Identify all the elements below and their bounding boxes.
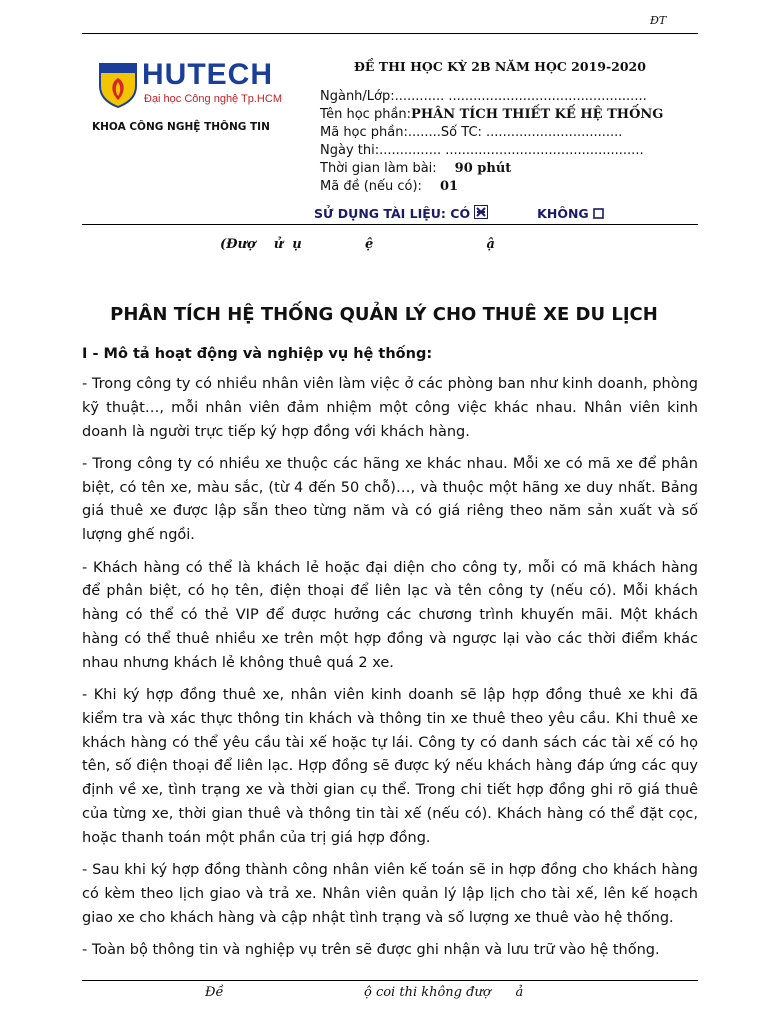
paragraph: - Toàn bộ thông tin và nghiệp vụ trên sẽ được ghi nhận và lưu trữ vào hệ thống.: [82, 942, 660, 959]
meta-row-class: [320, 88, 700, 106]
document-title: PHÂN TÍCH HỆ THỐNG QUẢN LÝ CHO THUÊ XE DU LỊCH: [110, 304, 658, 325]
brand-name: HUTECH: [142, 58, 273, 91]
faculty-name: KHOA CÔNG NGHỆ THÔNG TIN: [92, 121, 270, 133]
meta-row-course-code: [320, 124, 700, 142]
meta-label: Ngày thi:: [320, 143, 380, 158]
section-heading: I - Mô tả hoạt động và nghiệp vụ hệ thống:: [82, 346, 433, 362]
exam-meta: [320, 88, 700, 196]
exam-title: ĐỀ THI HỌC KỲ 2B NĂM HỌC 2019-2020: [354, 59, 646, 74]
usage-no-label: KHÔNG: [537, 206, 589, 221]
meta-label: Ngành/Lớp:: [320, 89, 395, 104]
meta-value: ........Số TC: .................................: [407, 125, 623, 140]
header-rule: [82, 224, 698, 225]
hutech-emblem-icon: [98, 62, 138, 108]
paragraph: - Khi ký hợp đồng thuê xe, nhân viên kinh doanh sẽ lập hợp đồng thuê xe khi đã kiểm tra và xác thực thông tin khách và thông tin xe thuê theo yêu cầu. Khi thuê xe khách hàng có thể yêu cầu tài xế hoặc tự lái. Công ty có danh sách các tài xế có họ tên, số điện thoại để liên lạc. Hợp đồng sẽ được ký nếu khách hàng đáp ứng các quy định về xe, tình trạng xe và thời gian cụ thể. Trong chi tiết hợp đồng ghi rõ giá thuê của từng xe, thời gian thuê và thông tin tài xế (nếu có). Khách hàng có thể đặt cọc, hoặc thanh toán một phần của trị giá hợp đồng.: [82, 687, 698, 846]
meta-row-course: [320, 106, 700, 124]
hutech-logo: [98, 58, 288, 112]
meta-row-exam-code: [320, 178, 700, 196]
checkbox-yes-checked-icon: [474, 205, 488, 222]
meta-label: Mã đề (nếu có):: [320, 179, 422, 194]
materials-note: (Đượ ử ụ ệ ậ: [220, 237, 495, 252]
meta-value: ............... ................................................: [379, 143, 644, 158]
meta-label: Thời gian làm bài:: [320, 161, 437, 176]
usage-label: SỬ DỤNG TÀI LIỆU: CÓ: [314, 206, 471, 221]
meta-label: Tên học phần:: [320, 107, 412, 122]
meta-value: 01: [439, 179, 459, 194]
paragraph: - Khách hàng có thể là khách lẻ hoặc đại diện cho công ty, mỗi có mã khách hàng để phân biệt, có họ tên, điện thoại để liên lạc và tên công ty (nếu có). Mỗi khách hàng có thể có thẻ VIP để được hưởng các chương trình khuyến mãi. Một khách hàng có thể thuê nhiều xe trên một hợp đồng và ngược lại vào các thời điểm khác nhau nhưng khách lẻ không thuê quá 2 xe.: [82, 559, 698, 671]
top-rule: [82, 33, 698, 34]
materials-usage: [314, 205, 604, 222]
footer-rule: [82, 980, 698, 981]
meta-label: Mã học phần:: [320, 125, 408, 140]
paragraph: - Trong công ty có nhiều nhân viên làm việc ở các phòng ban như kinh doanh, phòng kỹ thuật…, mỗi nhân viên đảm nhiệm một công việc khác nhau. Nhân viên kinh doanh là người trực tiếp ký hợp đồng với khách hàng.: [82, 376, 698, 440]
brand-subtitle: Đại học Công nghệ Tp.HCM: [144, 93, 282, 105]
meta-row-duration: [320, 160, 700, 178]
footer-note: Đề ộ coi thi không đượ ả: [205, 985, 524, 1000]
paragraph: - Trong công ty có nhiều xe thuộc các hãng xe khác nhau. Mỗi xe có mã xe để phân biệt, có tên xe, màu sắc, (từ 4 đến 50 chỗ)…, và thuộc một hãng xe duy nhất. Bảng giá thuê xe được lập sẵn theo từng năm và có giá riêng theo năm sản xuất và số lượng ghế ngồi.: [82, 455, 698, 544]
checkbox-no-empty-icon: [593, 207, 604, 222]
meta-row-exam-date: [320, 142, 700, 160]
meta-value: PHÂN TÍCH THIẾT KẾ HỆ THỐNG: [411, 107, 664, 122]
meta-value: 90 phút: [454, 161, 512, 176]
meta-value: ............ ................................................: [394, 89, 647, 104]
paragraph: - Sau khi ký hợp đồng thành công nhân viên kế toán sẽ in hợp đồng cho khách hàng có kèm theo lịch giao và trả xe. Nhân viên quản lý lập lịch cho tài xế, lên kế hoạch giao xe cho khách hàng và cập nhật tình trạng và số lượng xe thuê vào hệ thống.: [82, 862, 698, 926]
document-body: [82, 373, 698, 971]
corner-label: ĐT: [650, 14, 667, 27]
